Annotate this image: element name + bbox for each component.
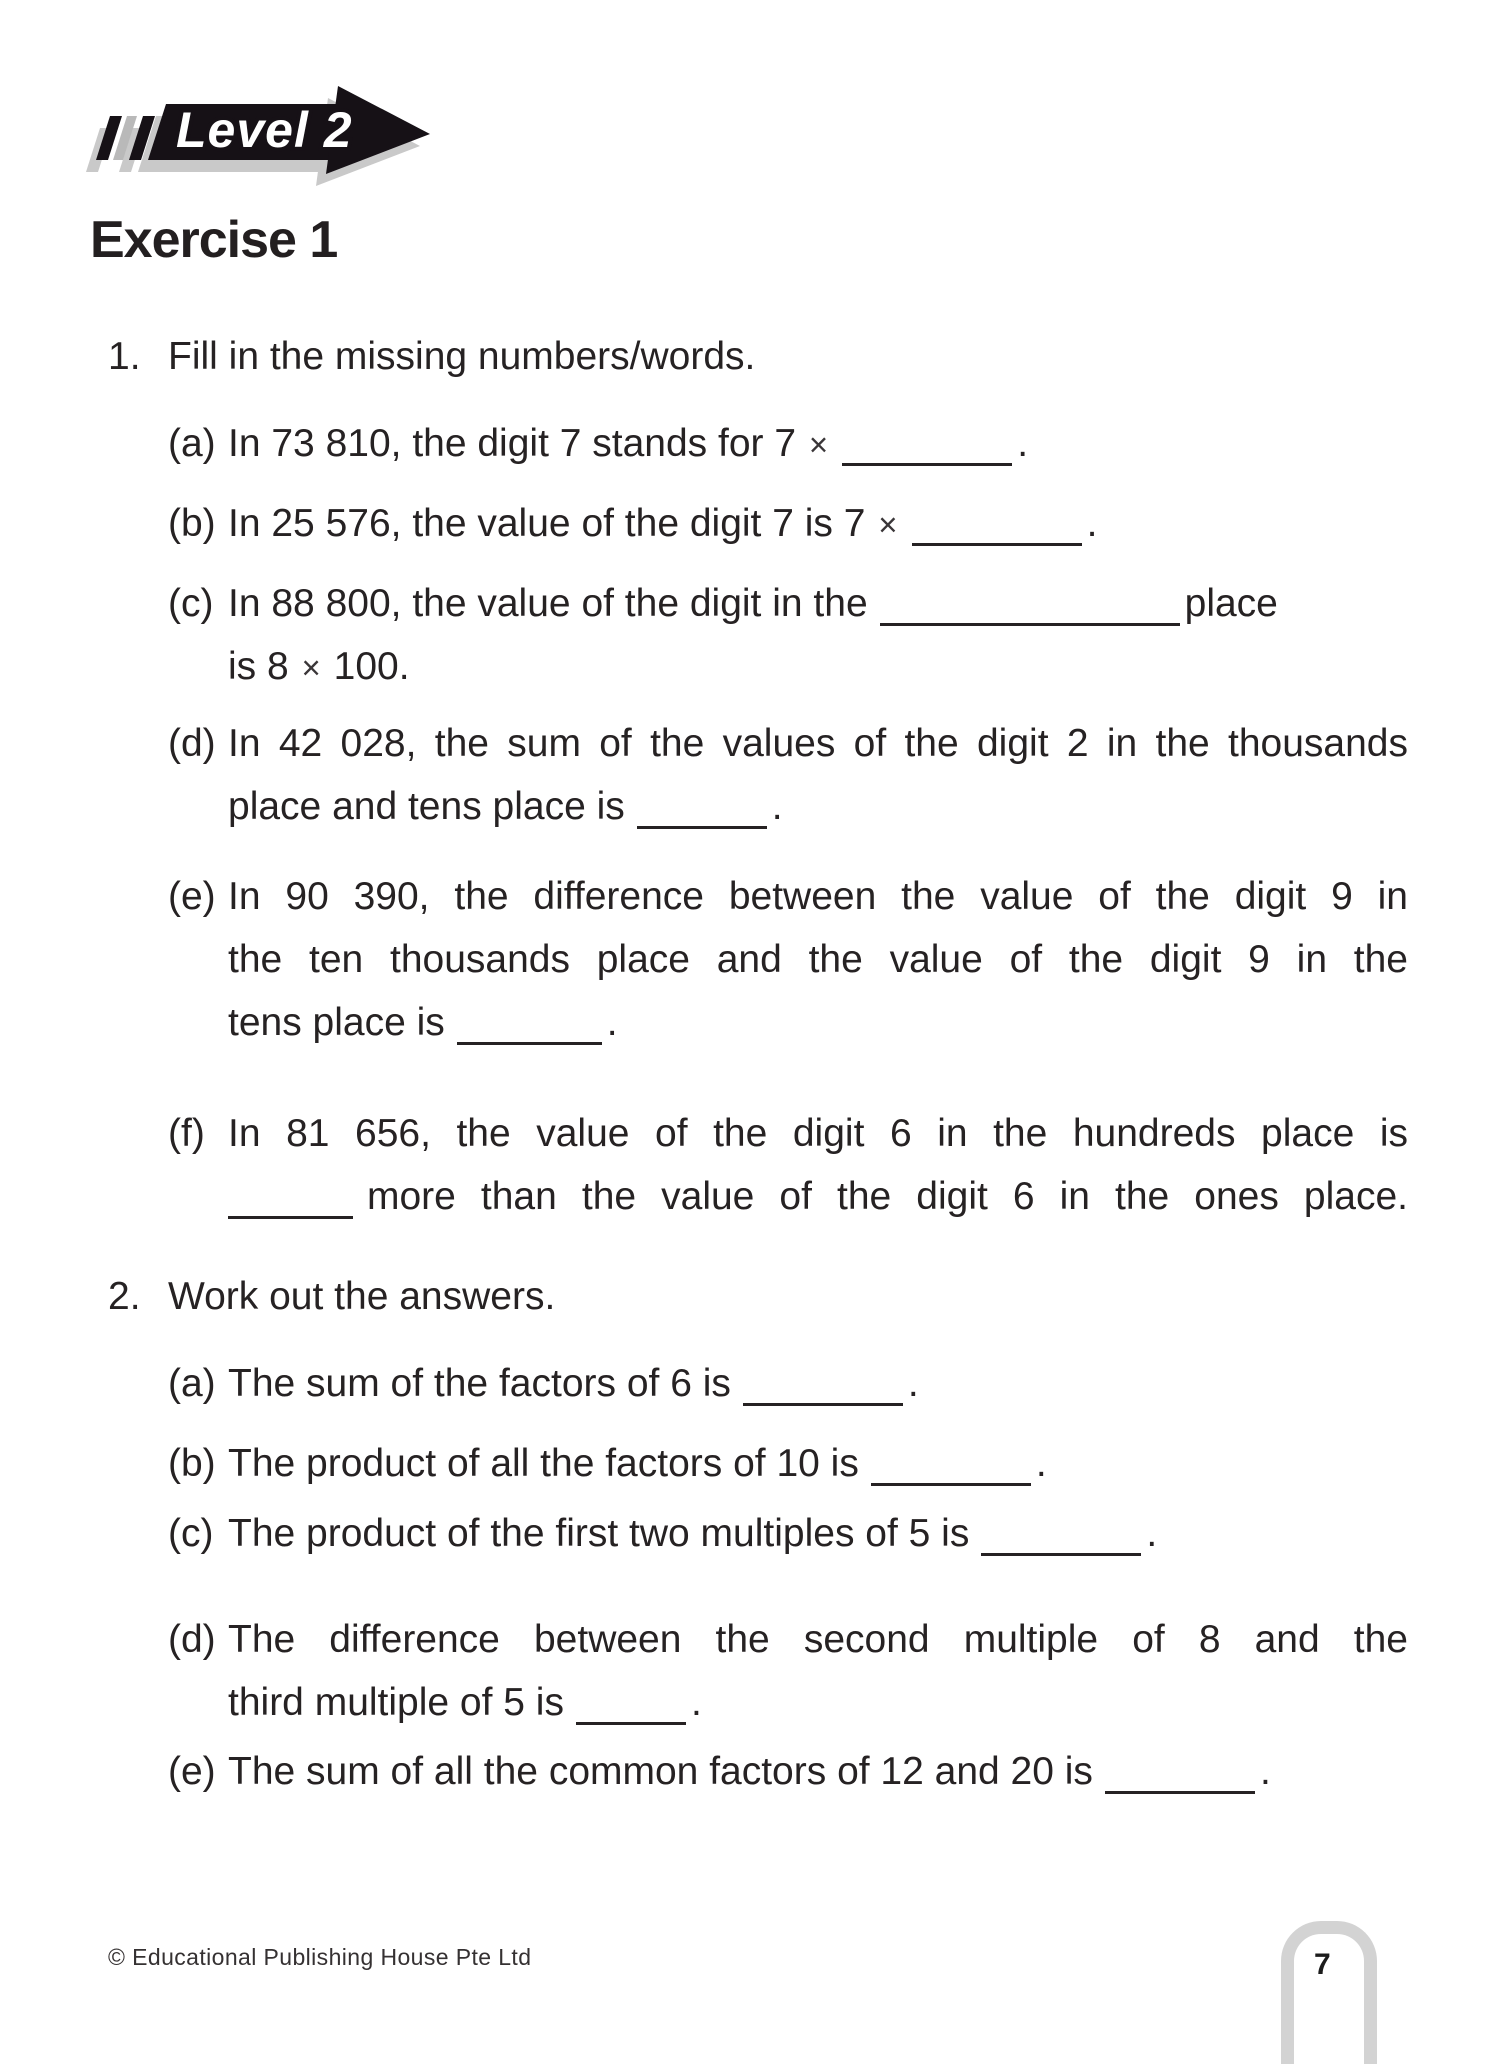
answer-blank[interactable] (871, 1444, 1031, 1486)
part-label: (d) (168, 722, 216, 765)
question-prompt: Work out the answers. (168, 1275, 556, 1318)
page-title: Exercise 1 (90, 211, 338, 269)
part-label: (f) (168, 1112, 205, 1155)
q1-part-a (168, 412, 1408, 476)
question-1-header (108, 325, 755, 388)
times-sign: × (808, 426, 829, 463)
question-prompt: Fill in the missing numbers/words. (168, 335, 756, 378)
part-text: In 90 390, the difference between the value of the digit 9 in the ten thousands place and the value of the digit 9 in the tens place is . (228, 875, 1408, 1044)
level-badge-label: Level 2 (176, 102, 353, 158)
part-text: In 73 810, the digit 7 stands for 7 × . (228, 422, 1029, 465)
times-sign: × (878, 506, 898, 543)
q2-part-d (168, 1608, 1408, 1734)
part-text: In 25 576, the value of the digit 7 is 7 × . (228, 502, 1098, 545)
part-label: (a) (168, 1362, 216, 1405)
question-number: 2. (108, 1275, 141, 1318)
q1-part-e (168, 865, 1408, 1054)
question-number: 1. (108, 335, 141, 378)
page-number: 7 (1314, 1948, 1331, 1981)
answer-blank[interactable] (912, 504, 1082, 546)
question-2-header (108, 1265, 555, 1328)
part-text: The product of all the factors of 10 is . (228, 1442, 1047, 1485)
answer-blank[interactable] (457, 1003, 602, 1045)
part-text: In 81 656, the value of the digit 6 in the hundreds place is more than the value of the digit 6 in the ones place. (228, 1112, 1408, 1218)
answer-blank[interactable] (228, 1177, 353, 1219)
answer-blank[interactable] (842, 424, 1012, 466)
q1-part-d (168, 712, 1408, 838)
part-label: (b) (168, 1442, 216, 1485)
answer-blank[interactable] (637, 787, 767, 829)
part-label: (e) (168, 875, 216, 918)
answer-blank[interactable] (880, 584, 1180, 626)
page-number-tab (1281, 1921, 1377, 2064)
q1-part-b (168, 492, 1408, 556)
q2-part-c (168, 1502, 1408, 1565)
part-text: In 42 028, the sum of the values of the digit 2 in the thousands place and tens place is . (228, 722, 1408, 828)
part-label: (e) (168, 1750, 216, 1793)
level-badge-graphic (86, 76, 446, 188)
part-text: The sum of the factors of 6 is . (228, 1362, 919, 1405)
answer-blank[interactable] (981, 1514, 1141, 1556)
answer-blank[interactable] (576, 1683, 686, 1725)
part-text: The product of the first two multiples of 5 is . (228, 1512, 1158, 1555)
part-label: (a) (168, 422, 216, 465)
q2-part-e (168, 1740, 1408, 1803)
footer-copyright: © Educational Publishing House Pte Ltd (108, 1944, 532, 1970)
answer-blank[interactable] (1105, 1752, 1255, 1794)
part-label: (b) (168, 502, 216, 545)
times-sign: × (301, 649, 321, 686)
q1-part-c (168, 572, 1408, 699)
q2-part-a (168, 1352, 1408, 1415)
part-label: (d) (168, 1618, 216, 1661)
part-text: The difference between the second multiple of 8 and the third multiple of 5 is . (228, 1618, 1408, 1724)
q1-part-f (168, 1102, 1408, 1228)
part-label: (c) (168, 582, 214, 625)
part-text: The sum of all the common factors of 12 and 20 is . (228, 1750, 1271, 1793)
level-badge (86, 76, 446, 188)
q2-part-b (168, 1432, 1408, 1495)
part-label: (c) (168, 1512, 214, 1555)
part-text: In 88 800, the value of the digit in the place is 8 × 100. (228, 582, 1278, 688)
answer-blank[interactable] (743, 1364, 903, 1406)
